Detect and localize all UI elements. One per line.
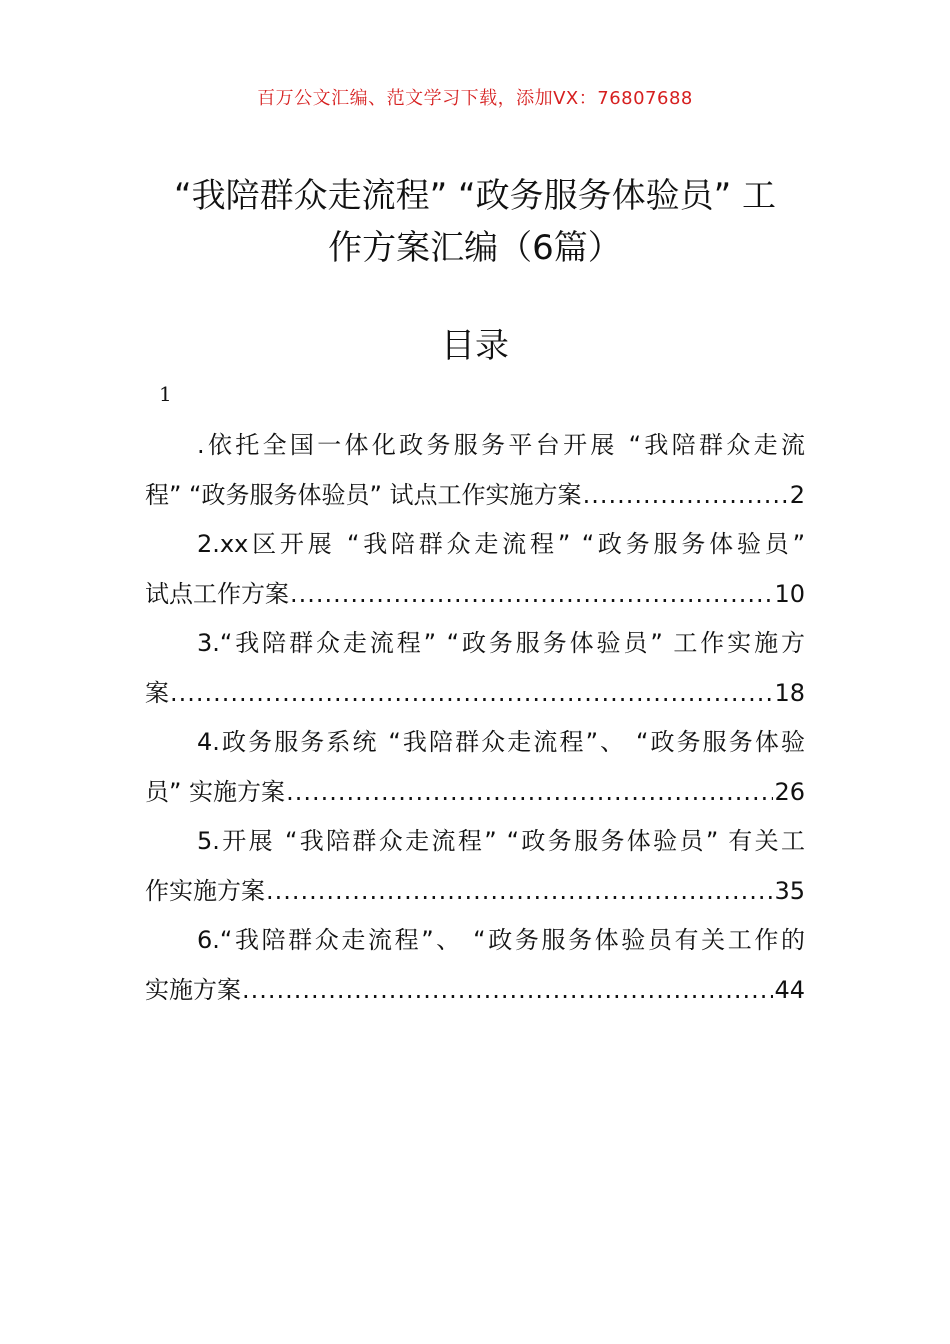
toc-entry-title: 5.开展 “我陪群众走流程” “政务服务体验员” 有关工	[197, 827, 805, 855]
title-line-1: “我陪群众走流程” “政务服务体验员” 工	[173, 176, 777, 216]
toc-leader-dots	[242, 966, 773, 1016]
table-of-contents	[145, 421, 805, 1015]
toc-entry-title-cont: 员” 实施方案	[145, 777, 286, 806]
toc-leader-dots	[170, 669, 773, 719]
toc-heading: 目录	[441, 326, 509, 366]
toc-entry-5[interactable]	[145, 817, 805, 916]
header-banner: 百万公文汇编、范文学习下载，添加VX：76807688	[257, 88, 693, 109]
toc-entry-6[interactable]	[145, 916, 805, 1015]
toc-entry-1[interactable]	[145, 421, 805, 520]
title-line-2: 作方案汇编（6篇）	[328, 228, 622, 268]
toc-entry-title: 6.“我陪群众走流程”、 “政务服务体验员有关工作的	[197, 926, 805, 954]
toc-leader-dots	[583, 471, 789, 521]
toc-entry-2[interactable]	[145, 520, 805, 619]
toc-page-number: 44	[774, 975, 805, 1004]
toc-entry-title-cont: 作实施方案	[145, 876, 265, 905]
toc-entry-title-cont: 实施方案	[145, 975, 241, 1004]
toc-entry-title: .依托全国一体化政务服务平台开展 “我陪群众走流	[197, 431, 805, 459]
toc-leader-dots	[290, 570, 773, 620]
toc-entry-3[interactable]	[145, 619, 805, 718]
toc-entry-title: 2.xx区开展 “我陪群众走流程” “政务服务体验员”	[197, 530, 805, 558]
toc-leader-dots	[266, 867, 773, 917]
toc-entry-title-cont: 程” “政务服务体验员” 试点工作实施方案	[145, 480, 582, 509]
toc-entry-4[interactable]	[145, 718, 805, 817]
toc-page-number: 10	[774, 579, 805, 608]
toc-page-number: 2	[789, 480, 805, 509]
toc-page-number: 26	[774, 777, 805, 806]
toc-page-number: 35	[774, 876, 805, 905]
document-title	[140, 170, 810, 274]
toc-leader-dots	[286, 768, 773, 818]
toc-page-number: 18	[774, 678, 805, 707]
toc-entry-title: 4.政务服务系统 “我陪群众走流程”、 “政务服务体验	[197, 728, 805, 756]
toc-entry-title-cont: 试点工作方案	[145, 579, 289, 608]
toc-entry-title: 3.“我陪群众走流程” “政务服务体验员” 工作实施方	[197, 629, 805, 657]
toc-entry-title-cont: 案	[145, 678, 169, 707]
toc-number-marker: 1	[159, 382, 172, 406]
